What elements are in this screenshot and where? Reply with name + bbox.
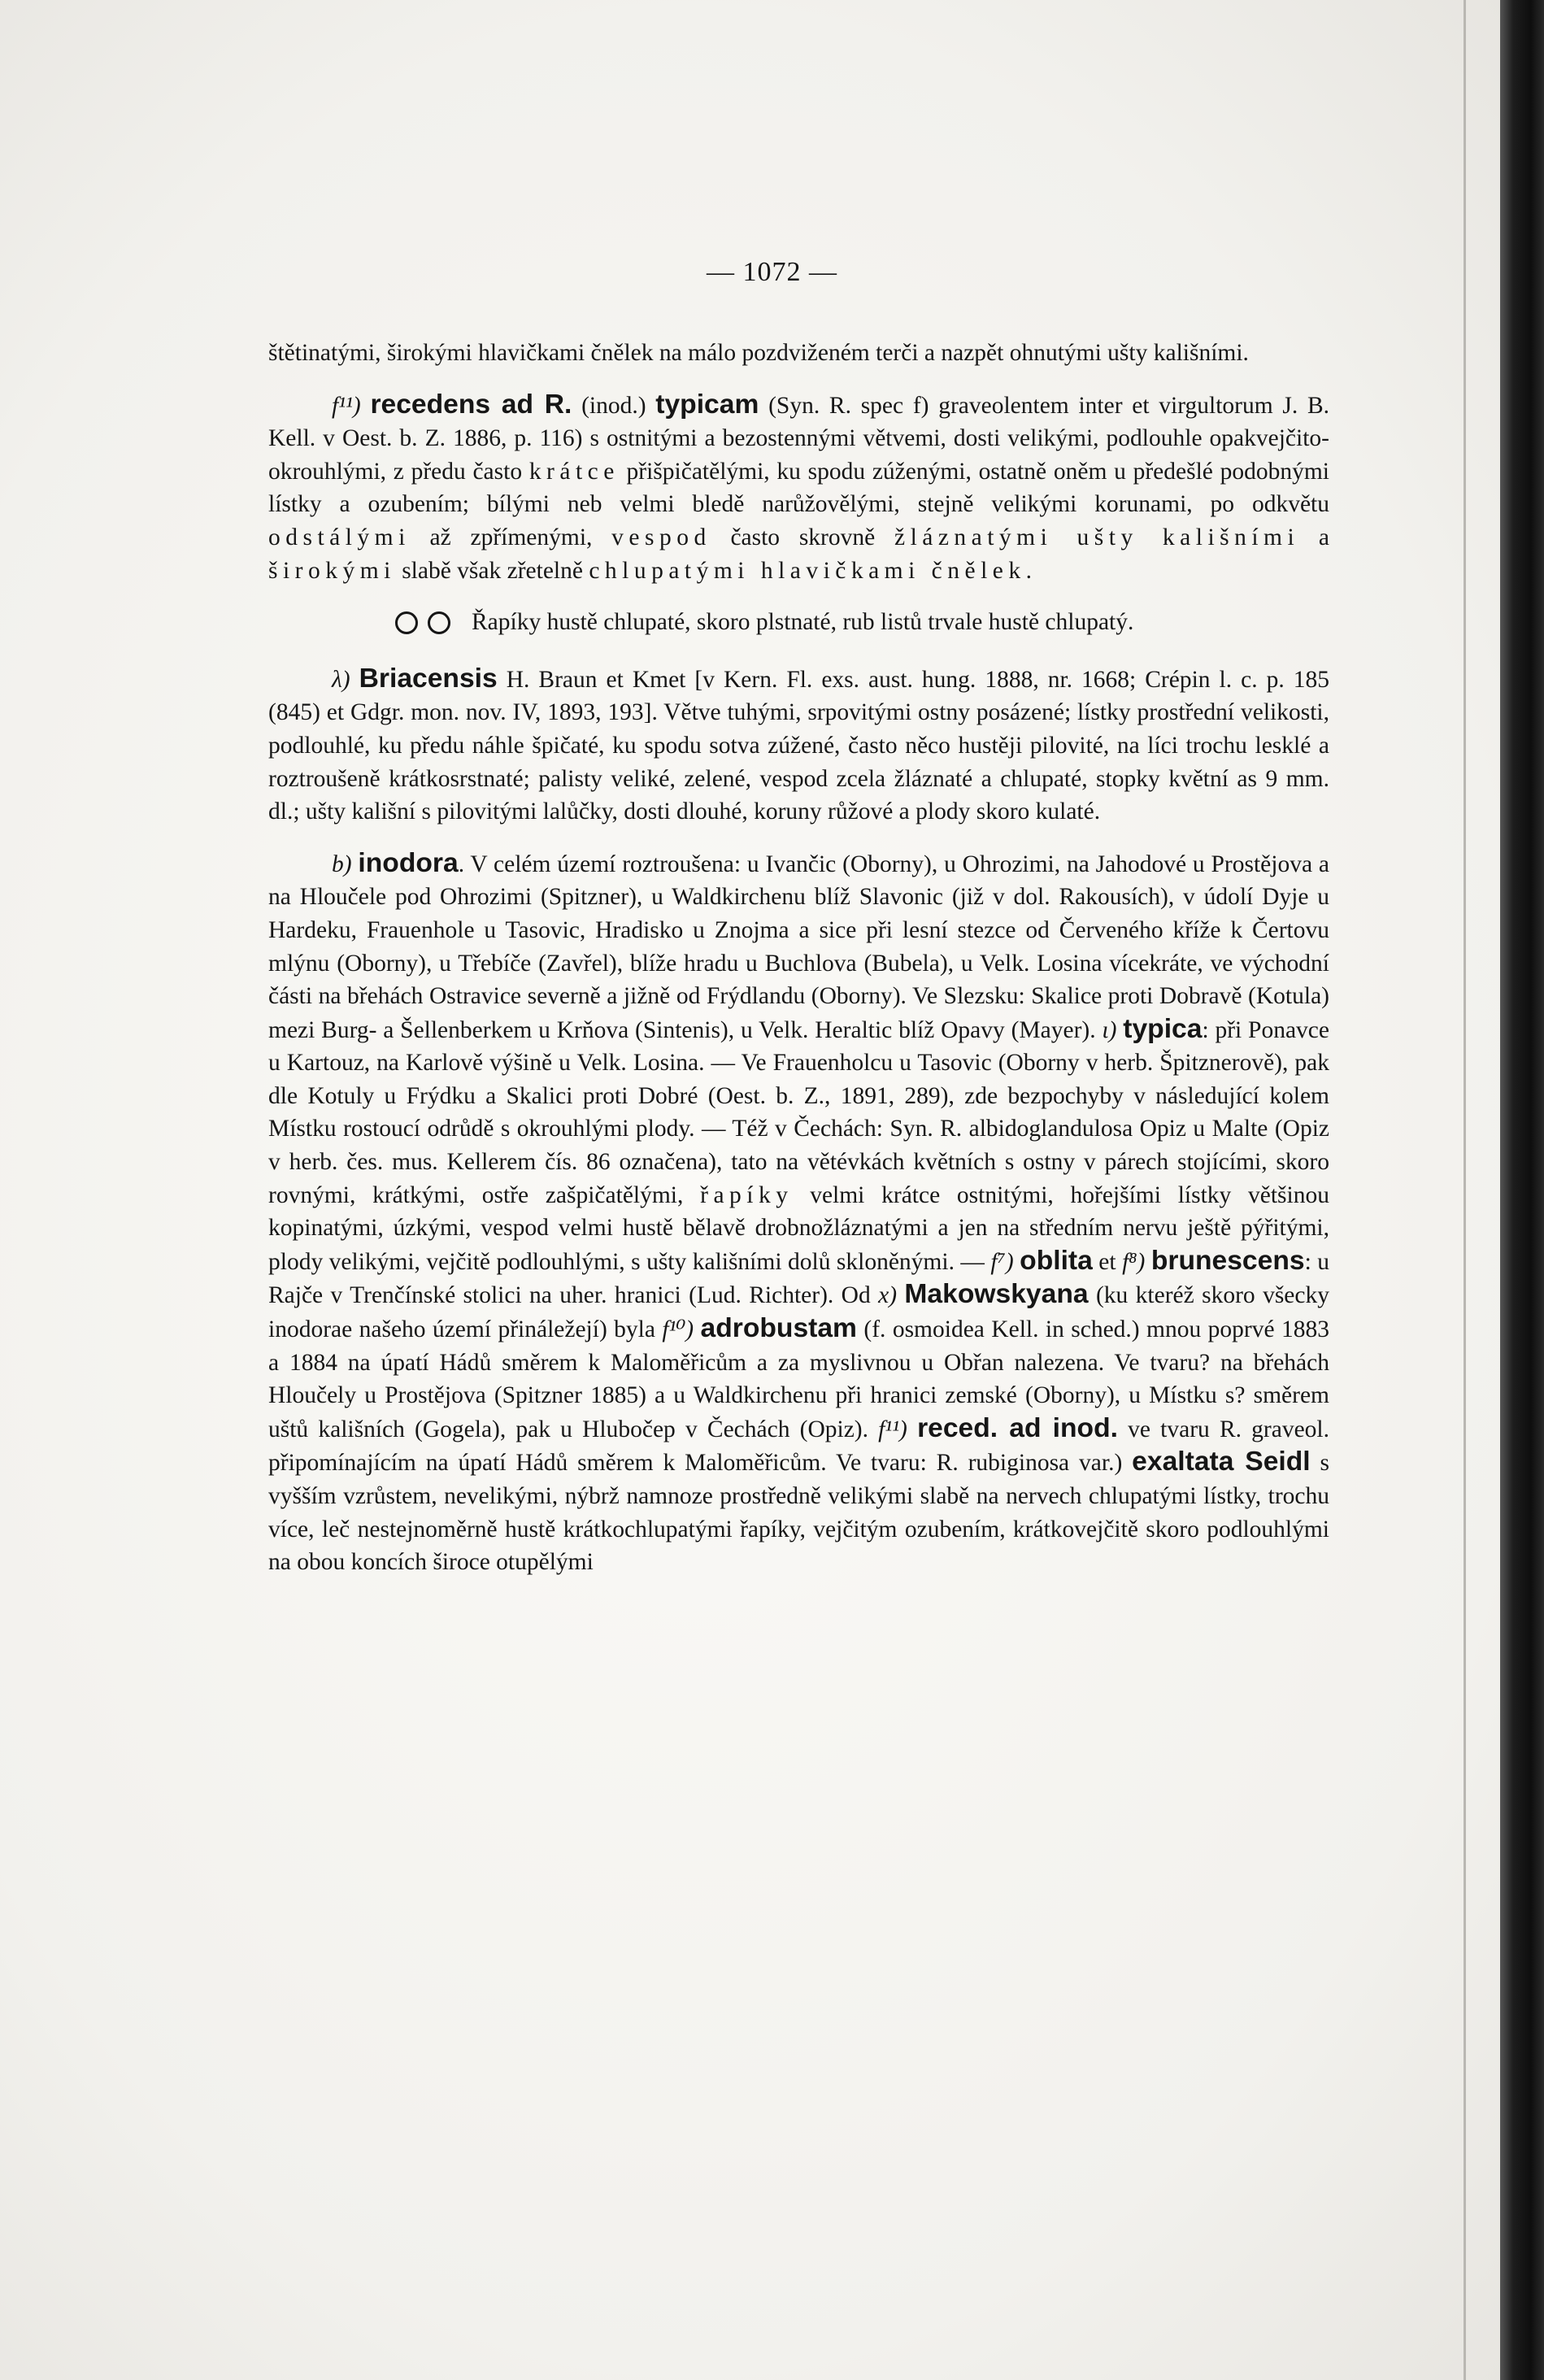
form-label: x) xyxy=(878,1282,905,1309)
text-run: štětinatými, širokými hlavičkami čnělek na málo pozdviženém terči a nazpět ohnutými ušty kališními. xyxy=(268,340,1249,366)
form-label: f¹¹) xyxy=(332,392,371,419)
taxon-name: Briacensis xyxy=(359,663,498,694)
text-run: velmi krátce ostnitými, hořejšími lístky většinou kopinatými, úzkými, vespod velmi hustě bělavě drobnožláznatými a jen na středním nervu ještě pýřitými, plody velikými, vejčitě podlouhlými, s ušty kališními dolů skloněnými. — xyxy=(268,1181,1329,1275)
text-run: H. Braun et Kmet [v Kern. Fl. exs. aust. hung. 1888, nr. 1668; Crépin l. c. p. 185 (845) et Gdgr. mon. nov. IV, 1893, 193]. Větve tuhými, srpovitými ostny posázené; lístky prostřední velikosti, podlouhlé, ku předu náhle špičaté, ku spodu sotva zúžené, často něco hustěji pilovité, na líci trochu lesklé a roztroušeně krátkosrstnaté; palisty veliké, zelené, vespod zcela žláznaté a chlupaté, stopky květní as 9 mm. dl.; ušty kališní s pilovitými lalůčky, dosti dlouhé, koruny růžové a plody skoro kulaté. xyxy=(268,666,1329,825)
text-run: Řapíky hustě chlupaté, skoro plstnaté, rub listů trvale hustě chlupatý. xyxy=(472,609,1134,636)
taxon-name: typica xyxy=(1123,1013,1203,1044)
spaced-emphasis: širokými xyxy=(268,557,396,584)
form-label: f¹⁰) xyxy=(662,1316,701,1343)
text-run: et xyxy=(1092,1248,1123,1275)
circle-icon xyxy=(428,611,450,634)
taxon-name: recedens ad R. xyxy=(370,389,572,420)
taxon-name: oblita xyxy=(1020,1245,1093,1276)
text-run: (inod.) xyxy=(572,392,656,419)
text-run: s vyšším vzrůstem, nevelikými, nýbrž namnoze prostředně velikými slabě na nervech chlupatými lístky, trochu více, leč nestejnoměrně hustě krátkochlupatými řapíky, vejčitým ozubením, krátkovejčitě skoro podlouhlými na obou koncích široce otupělými xyxy=(268,1450,1329,1576)
taxon-name: adrobustam xyxy=(700,1313,857,1344)
form-label: f¹¹) xyxy=(878,1416,918,1442)
taxon-name: Makowskyana xyxy=(904,1279,1089,1310)
paragraph xyxy=(268,847,1329,1579)
text-run: : při Ponavce u Kartouz, na Karlově výšině u Velk. Losina. — Ve Frauenholcu u Tasovic (Oborny v herb. Špitznerově), pak dle Kotuly u Frýdku a Skalici proti Dobré (Oest. b. Z., 1891, 289), zde bezpochyby v následující kolem Místku rostoucí odrůdě s okrouhlými plody. — Též v Čechách: Syn. R. albidoglandulosa Opiz u Malte (Opiz v herb. čes. mus. Kellerem čís. 86 označena), tato na větévkách květních s ostny v párech stojícími, skoro rovnými, krátkými, ostře zašpičatělými, xyxy=(268,1016,1329,1208)
paragraph xyxy=(268,337,1329,370)
form-label: f⁸) xyxy=(1122,1248,1151,1275)
text-run: (f. osmoidea Kell. in sched.) mnou poprvé 1883 a 1884 na úpatí Hádů směrem k Maloměřicům a za myslivnou u Obřan nalezena. Ve tvaru? na břehách Hloučely u Prostějova (Spitzner 1885) a u Waldkirchenu při hranici zemské (Oborny), u Místku s? směrem uštů kališních (Gogela), pak u Hlubočep v Čechách (Opiz). xyxy=(268,1316,1329,1442)
text-run: . V celém území roztroušena: u Ivančic (Oborny), u Ohrozimi, na Jahodové u Prostějova a na Hloučele pod Ohrozimi (Spitzner), u Waldkirchenu blíž Slavonic (již v dol. Rakousích), v údolí Dyje u Hardeku, Frauenhole u Tasovic, Hradisko u Znojma a sice při lesní stezce od Červeného kříže k Čertovu mlýnu (Oborny), u Třebíče (Zavřel), blíže hradu u Buchlova (Bubela), u Velk. Losina vícekráte, ve východní části na břehách Ostravice severně a jižně od Frýdlandu (Oborny). Ve Slezsku: Skalice proti Dobravě (Kotula) mezi Burg- a Šellenberkem u Krňova (Sintenis), u Velk. Heraltic blíž Opavy (Mayer). xyxy=(268,851,1329,1043)
text-run: : u Rajče v Trenčínské stolici na uher. hranici (Lud. Richter). Od xyxy=(268,1248,1329,1309)
double-circle-symbol xyxy=(332,611,460,644)
text-run: ve tvaru R. graveol. připomínajícím na úpatí Hádů směrem k Maloměřicům. Ve tvaru: R. rubiginosa var.) xyxy=(268,1416,1330,1477)
scan-fold-line xyxy=(1464,0,1466,2380)
paragraph xyxy=(268,606,1329,644)
circle-icon xyxy=(395,611,418,634)
spaced-emphasis: žláznatými ušty kališními xyxy=(894,524,1300,550)
spaced-emphasis: řapíky xyxy=(700,1181,794,1208)
text-run: přišpičatělými, ku spodu zúženými, ostatně oněm u předešlé podobnými lístky a ozubením; bílými neb velmi bledě narůžovělými, stejně velikými korunami, po odkvětu xyxy=(268,458,1329,518)
spaced-emphasis: krátce xyxy=(528,458,620,485)
form-label: ι) xyxy=(1102,1016,1124,1043)
paragraph xyxy=(268,663,1329,829)
text-run: až zpřímenými, xyxy=(410,524,612,550)
scan-dark-edge xyxy=(1500,0,1544,2380)
taxon-name: reced. ad inod. xyxy=(917,1412,1118,1443)
text-run: a xyxy=(1299,524,1330,550)
text-run: často skrovně xyxy=(711,524,894,550)
paragraph xyxy=(268,389,1329,588)
taxon-name: brunescens xyxy=(1150,1245,1305,1276)
form-label: f⁷) xyxy=(990,1248,1020,1275)
form-label: b) xyxy=(332,851,359,877)
text-run: slabě však zřetelně xyxy=(395,557,589,584)
taxon-name: typicam xyxy=(655,389,759,420)
taxon-name: exaltata Seidl xyxy=(1132,1447,1311,1477)
text-body xyxy=(268,337,1329,1598)
taxon-name: inodora xyxy=(358,847,459,878)
spaced-emphasis: vespod xyxy=(611,524,711,550)
text-run: . xyxy=(1025,557,1032,584)
page-number: — 1072 — xyxy=(707,257,837,287)
form-label: λ) xyxy=(332,666,359,693)
text-run: (ku kteréž skoro všecky inodorae našeho území přináležejí) byla xyxy=(268,1282,1329,1343)
spaced-emphasis: odstálými xyxy=(268,524,411,550)
text-run: (Syn. R. spec f) graveolentem inter et virgultorum J. B. Kell. v Oest. b. Z. 1886, p. 116) s ostnitými a bezostennými větvemi, dosti velikými, podlouhle opakvejčito-okrouhlými, z předu často xyxy=(268,392,1330,485)
spaced-emphasis: chlupatými hlavičkami čnělek xyxy=(589,557,1026,584)
